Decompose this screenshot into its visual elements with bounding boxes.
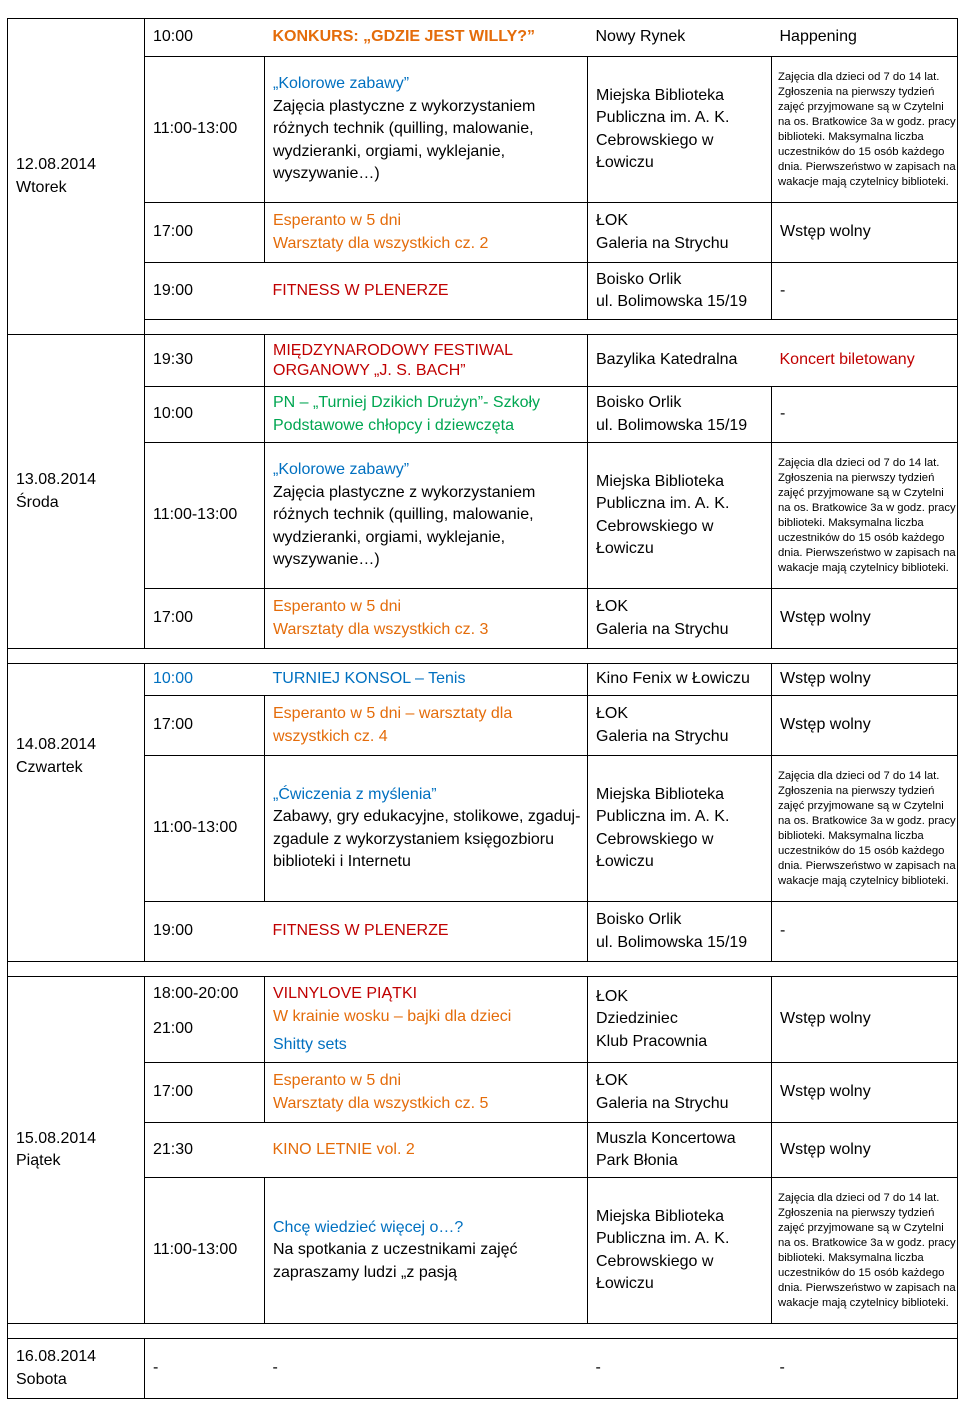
table-separator [8, 1324, 958, 1339]
enrollment-note: Zajęcia dla dzieci od 7 do 14 lat. Zgłoszenia na pierwszy tydzień zajęć przyjmowane są w Czytelni na os. Bratkowice 3a w godz. pracy biblioteki. Maksymalna liczba uczestników do 15 osób każdego dnia. Pierwszeństwo w zapisach na wakacje mają czytelnicy biblioteki. [772, 57, 958, 203]
venue-cell: Miejska Biblioteka Publiczna im. A. K. Cebrowskiego w Łowiczu [588, 1178, 772, 1324]
event-title: Esperanto w 5 dni [273, 1072, 402, 1089]
time-cell: 11:00-13:00 [145, 1178, 265, 1324]
venue-name: Muszla Koncertowa [596, 1129, 736, 1147]
table-row [8, 19, 958, 57]
event-title: - [265, 1339, 588, 1399]
time-cell: 19:00 [145, 263, 265, 320]
venue-name: ŁOK [596, 598, 629, 615]
event-cell [265, 203, 588, 263]
venue-name: Boisko Orlik [596, 394, 682, 411]
event-cell [265, 1063, 588, 1123]
event-subtitle: Warsztaty dla wszystkich cz. 3 [273, 620, 489, 638]
venue-cell: Miejska Biblioteka Publiczna im. A. K. Cebrowskiego w Łowiczu [588, 57, 772, 203]
venue-cell: Bazylika Katedralna [588, 335, 772, 387]
venue-detail: Dziedziniec [596, 1010, 678, 1028]
venue-detail: Galeria na Strychu [596, 1094, 729, 1112]
date-value: 16.08.2014 [16, 1348, 97, 1365]
event-title: TURNIEJ KONSOL – Tenis [265, 664, 588, 696]
event-description: Zabawy, gry edukacyjne, stolikowe, zgaduj-zgadule z wykorzystaniem księgozbioru biblioteki i Internetu [273, 808, 581, 870]
event-description: Zajęcia plastyczne z wykorzystaniem różnych technik (quilling, malowanie, wydzieranki, orgiami, wyklejanie, wyszywanie…) [273, 483, 536, 569]
event-title: FITNESS W PLENERZE [265, 902, 588, 962]
table-row [8, 1178, 958, 1324]
time-cell: 19:00 [145, 902, 265, 962]
time-cell: 10:00 [145, 19, 265, 57]
venue-detail: Galeria na Strychu [596, 620, 729, 638]
venue-cell: Kino Fenix w Łowiczu [588, 664, 772, 696]
enrollment-note: Zajęcia dla dzieci od 7 do 14 lat. Zgłoszenia na pierwszy tydzień zajęć przyjmowane są w Czytelni na os. Bratkowice 3a w godz. pracy biblioteki. Maksymalna liczba uczestników do 15 osób każdego dnia. Pierwszeństwo w zapisach na wakacje mają czytelnicy biblioteki. [772, 1178, 958, 1324]
table-row [8, 335, 958, 387]
event-title: PN – „Turniej Dzikich Drużyn”- Szkoły Podstawowe chłopcy i dziewczęta [265, 387, 588, 443]
table-row [8, 443, 958, 589]
enrollment-note: Zajęcia dla dzieci od 7 do 14 lat. Zgłoszenia na pierwszy tydzień zajęć przyjmowane są w Czytelni na os. Bratkowice 3a w godz. pracy biblioteki. Maksymalna liczba uczestników do 15 osób każdego dnia. Pierwszeństwo w zapisach na wakacje mają czytelnicy biblioteki. [772, 756, 958, 902]
event-title: VILNYLOVE PIĄTKI [273, 985, 418, 1002]
venue-name: ŁOK [596, 1072, 629, 1089]
status-cell: - [772, 263, 958, 320]
table-row [8, 1339, 958, 1399]
venue-name: Boisko Orlik [596, 270, 682, 288]
time-value: 21:00 [153, 1019, 194, 1037]
status-cell: Wstęp wolny [772, 977, 958, 1063]
time-cell: 11:00-13:00 [145, 57, 265, 203]
venue-cell [588, 263, 772, 320]
table-row [8, 589, 958, 649]
time-value: 18:00-20:00 [153, 985, 239, 1002]
venue-cell [588, 977, 772, 1063]
time-cell: 17:00 [145, 696, 265, 756]
time-cell: 17:00 [145, 203, 265, 263]
venue-cell [588, 589, 772, 649]
table-separator [8, 320, 958, 335]
event-subtitle: W krainie wosku – bajki dla dzieci [273, 1007, 512, 1025]
status-cell: - [772, 902, 958, 962]
weekday: Środa [16, 493, 59, 511]
venue-cell [588, 696, 772, 756]
event-title: Esperanto w 5 dni – warsztaty dla wszystkich cz. 4 [265, 696, 588, 756]
time-cell: - [145, 1339, 265, 1399]
venue-cell [588, 203, 772, 263]
venue-cell [588, 1063, 772, 1123]
date-value: 14.08.2014 [16, 736, 97, 753]
venue-detail: ul. Bolimowska 15/19 [596, 293, 748, 310]
venue-detail: Galeria na Strychu [596, 234, 729, 252]
date-cell [8, 664, 145, 962]
status-cell: - [772, 387, 958, 443]
table-row [8, 664, 958, 696]
event-cell [265, 57, 588, 203]
venue-detail: Klub Pracownia [596, 1032, 708, 1050]
table-row [8, 387, 958, 443]
status-cell: Wstęp wolny [772, 1123, 958, 1178]
time-cell: 11:00-13:00 [145, 756, 265, 902]
status-cell: Wstęp wolny [772, 696, 958, 756]
time-cell: 11:00-13:00 [145, 443, 265, 589]
time-cell: 17:00 [145, 1063, 265, 1123]
table-row [8, 203, 958, 263]
event-cell [265, 589, 588, 649]
date-value: 15.08.2014 [16, 1129, 97, 1147]
event-title: KINO LETNIE vol. 2 [265, 1123, 588, 1178]
table-row [8, 756, 958, 902]
event-title: „Ćwiczenia z myślenia” [273, 785, 437, 803]
venue-cell: Miejska Biblioteka Publiczna im. A. K. Cebrowskiego w Łowiczu [588, 756, 772, 902]
venue-cell: - [588, 1339, 772, 1399]
status-cell: - [772, 1339, 958, 1399]
table-row [8, 1123, 958, 1178]
event-subtitle: Shitty sets [273, 1036, 347, 1053]
time-cell [145, 977, 265, 1063]
table-separator [8, 649, 958, 664]
venue-cell [588, 902, 772, 962]
status-cell: Wstęp wolny [772, 664, 958, 696]
venue-detail: Galeria na Strychu [596, 727, 729, 745]
venue-name: ŁOK [596, 705, 629, 722]
time-cell: 10:00 [145, 387, 265, 443]
date-cell [8, 335, 145, 649]
event-subtitle: Warsztaty dla wszystkich cz. 5 [273, 1094, 489, 1112]
time-cell: 17:00 [145, 589, 265, 649]
weekday: Piątek [16, 1152, 61, 1169]
event-title: „Kolorowe zabawy” [273, 461, 410, 479]
venue-name: ŁOK [596, 212, 629, 229]
event-title: MIĘDZYNARODOWY FESTIWAL ORGANOWY „J. S. BACH” [265, 335, 588, 387]
weekday: Czwartek [16, 758, 83, 776]
table-separator [8, 962, 958, 977]
table-row [8, 57, 958, 203]
table-row [8, 902, 958, 962]
time-cell: 21:30 [145, 1123, 265, 1178]
event-description: Na spotkania z uczestnikami zajęć zapraszamy ludzi „z pasją [273, 1241, 518, 1281]
status-cell: Happening [772, 19, 958, 57]
status-cell: Wstęp wolny [772, 203, 958, 263]
date-cell [8, 19, 145, 335]
venue-detail: ul. Bolimowska 15/19 [596, 416, 748, 434]
event-schedule-table [7, 18, 958, 1399]
date-value: 12.08.2014 [16, 156, 97, 173]
venue-detail: Park Błonia [596, 1152, 678, 1169]
weekday: Wtorek [16, 178, 67, 196]
event-cell [265, 977, 588, 1063]
event-title: KONKURS: „GDZIE JEST WILLY?” [265, 19, 588, 57]
event-title: Esperanto w 5 dni [273, 212, 402, 229]
weekday: Sobota [16, 1370, 67, 1388]
event-description: Zajęcia plastyczne z wykorzystaniem różnych technik (quilling, malowanie, wydzieranki, orgiami, wyklejanie, wyszywanie…) [273, 97, 536, 183]
venue-cell: Nowy Rynek [588, 19, 772, 57]
venue-detail: ul. Bolimowska 15/19 [596, 933, 748, 951]
venue-name: ŁOK [596, 987, 629, 1005]
event-subtitle: Warsztaty dla wszystkich cz. 2 [273, 234, 489, 252]
status-cell: Wstęp wolny [772, 1063, 958, 1123]
event-cell [265, 756, 588, 902]
time-cell: 19:30 [145, 335, 265, 387]
status-cell: Koncert biletowany [772, 335, 958, 387]
event-title: „Kolorowe zabawy” [273, 75, 410, 93]
time-cell: 10:00 [145, 664, 265, 696]
event-title: FITNESS W PLENERZE [265, 263, 588, 320]
date-cell [8, 977, 145, 1324]
venue-cell [588, 387, 772, 443]
table-row [8, 1063, 958, 1123]
venue-cell: Miejska Biblioteka Publiczna im. A. K. Cebrowskiego w Łowiczu [588, 443, 772, 589]
event-title: Chcę wiedzieć więcej o…? [273, 1218, 464, 1236]
venue-cell [588, 1123, 772, 1178]
table-row [8, 696, 958, 756]
table-row [8, 977, 958, 1063]
enrollment-note: Zajęcia dla dzieci od 7 do 14 lat. Zgłoszenia na pierwszy tydzień zajęć przyjmowane są w Czytelni na os. Bratkowice 3a w godz. pracy biblioteki. Maksymalna liczba uczestników do 15 osób każdego dnia. Pierwszeństwo w zapisach na wakacje mają czytelnicy biblioteki. [772, 443, 958, 589]
event-title: Esperanto w 5 dni [273, 598, 402, 615]
event-cell [265, 1178, 588, 1324]
event-cell [265, 443, 588, 589]
venue-name: Boisko Orlik [596, 911, 682, 928]
date-value: 13.08.2014 [16, 471, 97, 488]
date-cell [8, 1339, 145, 1399]
status-cell: Wstęp wolny [772, 589, 958, 649]
table-row [8, 263, 958, 320]
